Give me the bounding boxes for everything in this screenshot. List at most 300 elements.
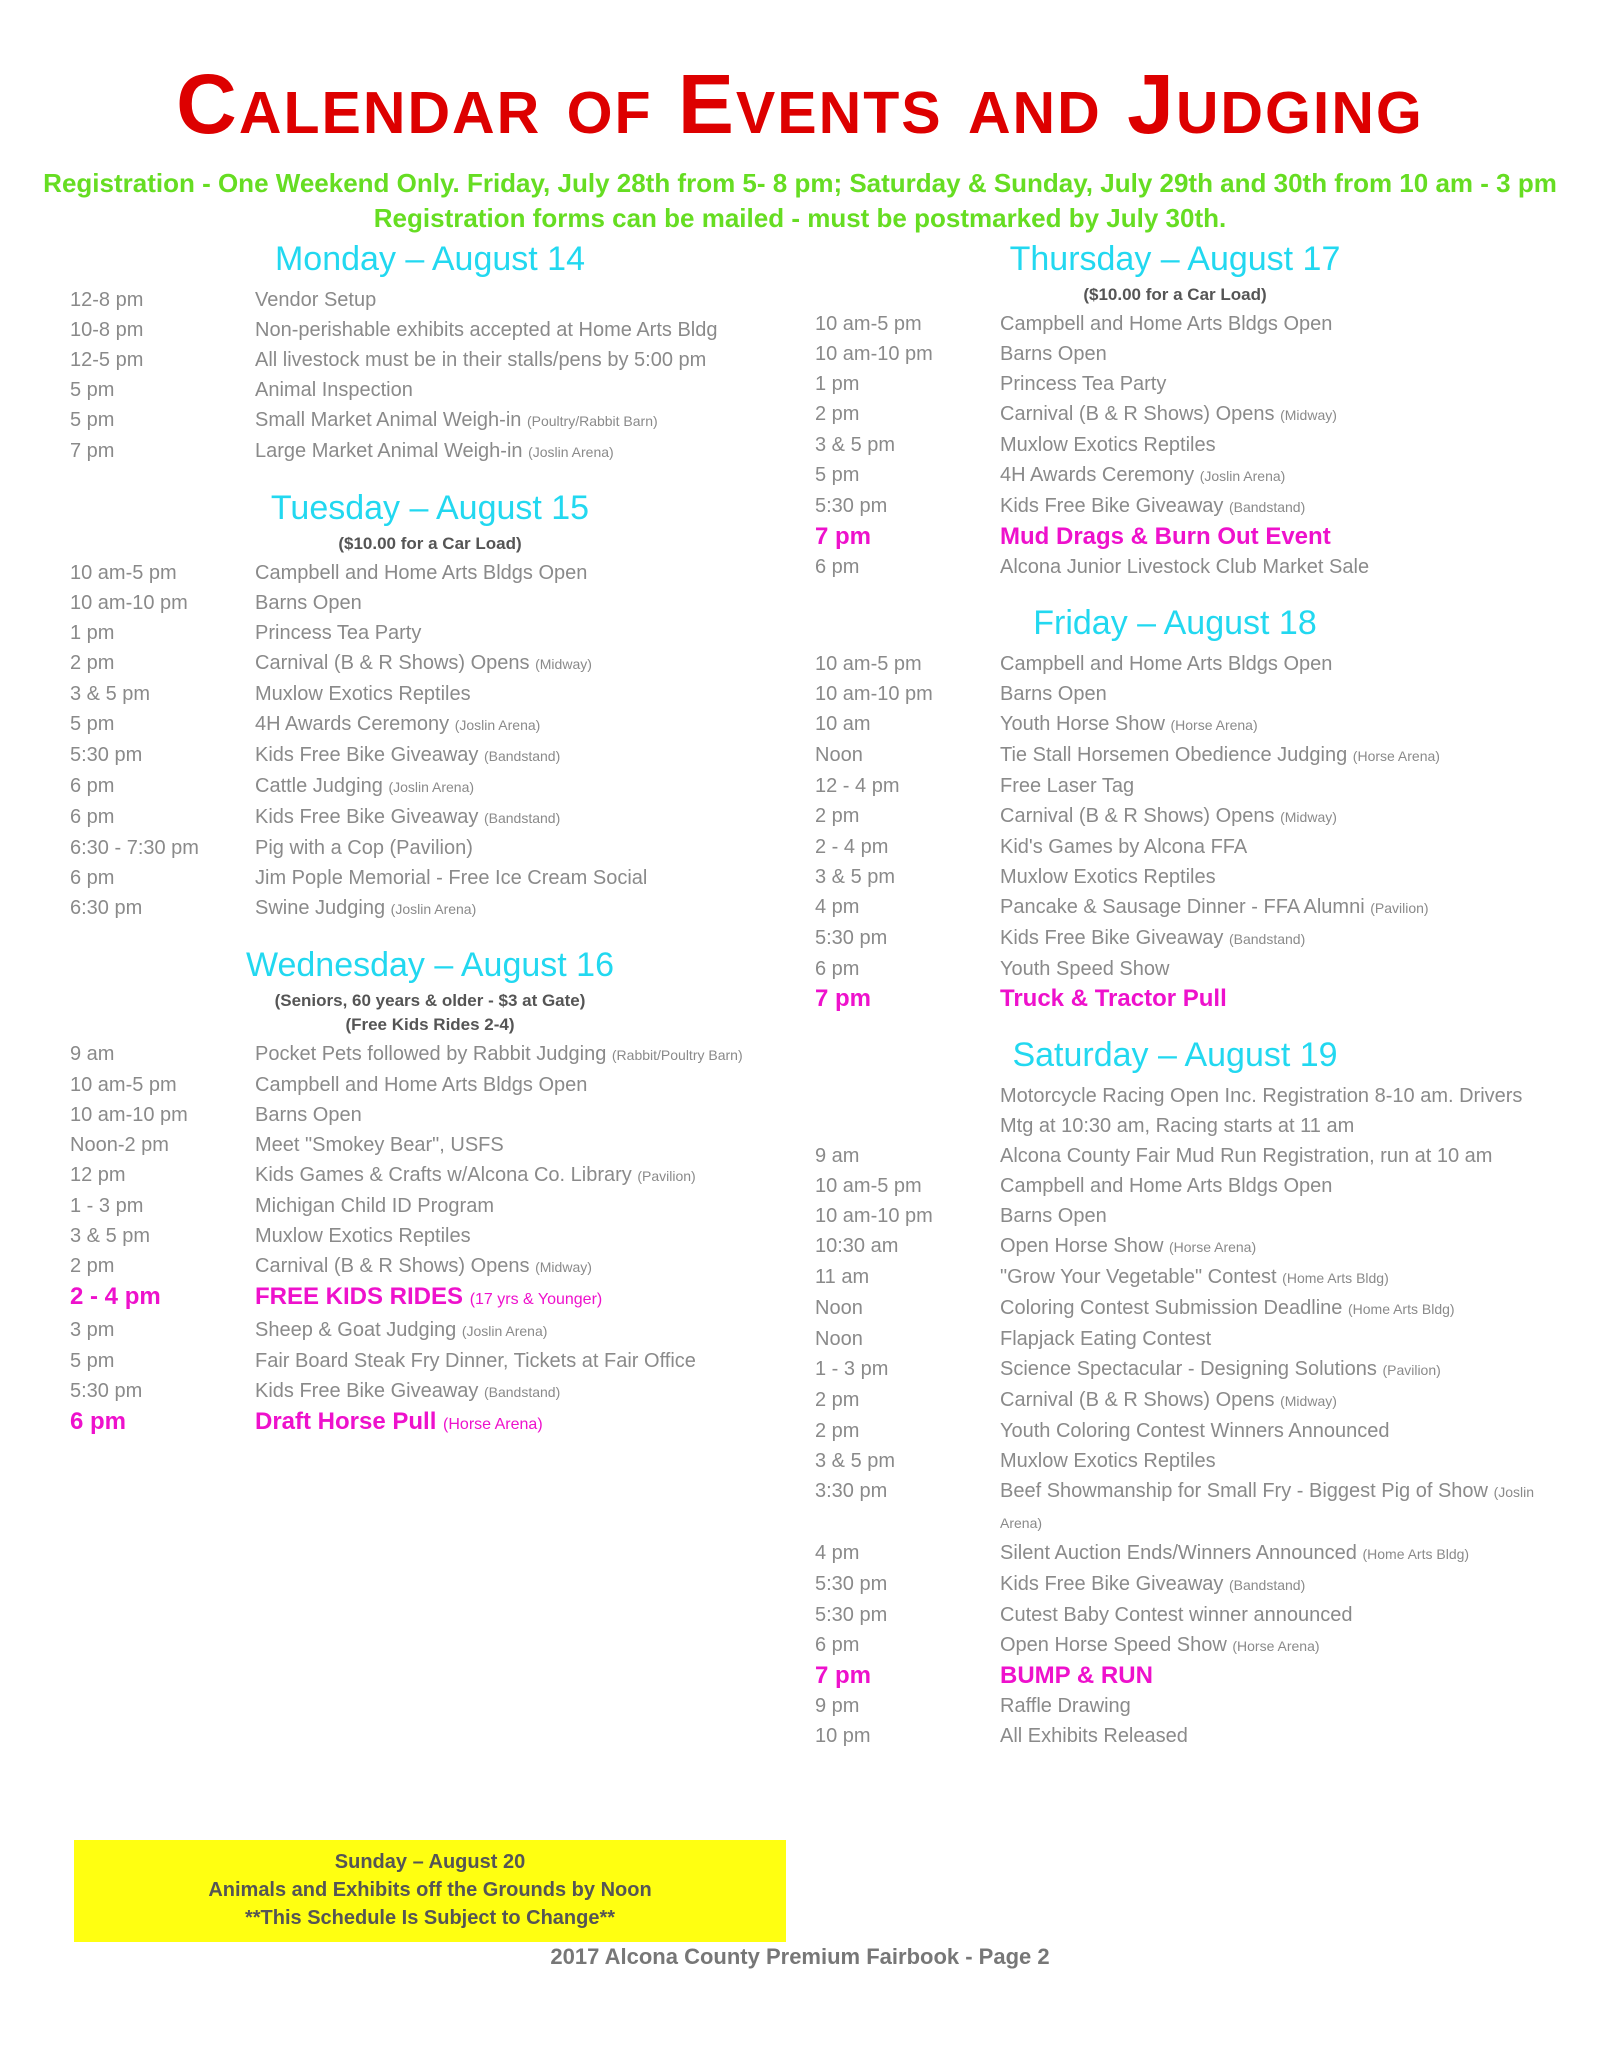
event-row <box>70 436 790 467</box>
event-row <box>815 339 1535 369</box>
registration-line-2: Registration forms can be mailed - must be postmarked by July 30th. <box>373 203 1227 233</box>
event-description <box>1000 892 1535 923</box>
event-location: (17 yrs & Younger) <box>469 1291 603 1308</box>
event-description-text: FREE KIDS RIDES <box>255 1283 464 1310</box>
event-description <box>255 1070 790 1100</box>
event-row <box>815 1171 1535 1201</box>
event-description <box>1000 1262 1535 1293</box>
event-time: Noon <box>815 744 863 766</box>
event-description <box>1000 1661 1535 1691</box>
event-row <box>815 1538 1535 1569</box>
event-row <box>70 1376 790 1407</box>
event-description <box>1000 1721 1535 1751</box>
event-time: 5:30 pm <box>815 1604 888 1626</box>
event-description <box>1000 1476 1535 1538</box>
event-time: 3 & 5 pm <box>815 434 896 456</box>
event-time: 6 pm <box>815 556 860 578</box>
event-description <box>1000 984 1535 1014</box>
page-footer: 2017 Alcona County Premium Fairbook - Page 2 <box>550 1944 1050 1969</box>
event-description <box>1000 339 1535 369</box>
event-description-text: Draft Horse Pull <box>255 1408 437 1435</box>
event-row <box>815 1600 1535 1630</box>
event-time: 12 pm <box>70 1164 126 1186</box>
event-description-text: Kids Free Bike Giveaway <box>1000 1573 1224 1595</box>
event-description-text: Alcona County Fair Mud Run Registration, run at 10 am <box>1000 1145 1493 1167</box>
event-row <box>815 1324 1535 1354</box>
event-description-text: Motorcycle Racing Open Inc. Registration 8-10 am. Drivers Mtg at 10:30 am, Racing starts at 11 am <box>1000 1085 1523 1137</box>
event-description <box>255 1160 790 1191</box>
event-time: 12-5 pm <box>70 349 144 371</box>
event-description-text: Youth Speed Show <box>1000 958 1170 980</box>
event-time: 6 pm <box>815 958 860 980</box>
event-row <box>70 863 790 893</box>
event-row <box>815 460 1535 491</box>
event-row <box>815 1262 1535 1293</box>
event-time: 6:30 - 7:30 pm <box>70 837 199 859</box>
event-time: 9 pm <box>815 1695 860 1717</box>
event-description <box>1000 771 1535 801</box>
event-description-text: Carnival (B & R Shows) Opens <box>1000 805 1275 827</box>
event-time: 10 pm <box>815 1725 871 1747</box>
event-location: (Midway) <box>1280 809 1337 825</box>
event-location: (Midway) <box>535 1259 592 1275</box>
event-row <box>815 1569 1535 1600</box>
event-location: (Horse Arena) <box>443 1416 543 1433</box>
event-time: 10 am-10 pm <box>815 1205 933 1227</box>
event-description-text: Youth Coloring Contest Winners Announced <box>1000 1420 1390 1442</box>
event-description <box>255 588 790 618</box>
event-description <box>255 1315 790 1346</box>
event-description <box>255 740 790 771</box>
event-row <box>70 1346 790 1376</box>
event-description-text: Pancake & Sausage Dinner - FFA Alumni <box>1000 896 1365 918</box>
event-time: 5 pm <box>815 464 860 486</box>
event-description-text: Carnival (B & R Shows) Opens <box>1000 403 1275 425</box>
event-row <box>815 1691 1535 1721</box>
event-time: 4 pm <box>815 896 860 918</box>
event-time: 5:30 pm <box>70 1380 143 1402</box>
event-description <box>1000 430 1535 460</box>
event-time: 6 pm <box>70 1408 127 1435</box>
event-row <box>815 771 1535 801</box>
event-description-text: Swine Judging <box>255 897 386 919</box>
event-time: 1 pm <box>70 622 115 644</box>
event-row <box>70 833 790 863</box>
event-description-text: Muxlow Exotics Reptiles <box>255 683 471 705</box>
event-row <box>70 1191 790 1221</box>
event-description <box>255 709 790 740</box>
event-description-text: All Exhibits Released <box>1000 1725 1188 1747</box>
event-description-text: Michigan Child ID Program <box>255 1195 494 1217</box>
event-row <box>815 1630 1535 1661</box>
event-time: Noon-2 pm <box>70 1134 169 1156</box>
event-description <box>1000 309 1535 339</box>
sunday-notice: Animals and Exhibits off the Grounds by Noon <box>208 1879 652 1901</box>
event-location: (Bandstand) <box>1228 1577 1306 1593</box>
event-description <box>255 558 790 588</box>
right-column <box>815 240 1535 1773</box>
event-row <box>815 399 1535 430</box>
event-description <box>255 1130 790 1160</box>
day-thursday <box>815 240 1535 582</box>
event-row <box>815 552 1535 582</box>
event-description-text: Alcona Junior Livestock Club Market Sale <box>1000 556 1370 578</box>
event-location: (Pavilion) <box>1370 900 1429 916</box>
event-time: 2 pm <box>70 1255 115 1277</box>
event-row <box>70 1251 790 1282</box>
event-row <box>70 679 790 709</box>
event-row <box>815 892 1535 923</box>
event-description <box>1000 1354 1535 1385</box>
event-location: (Poultry/Rabbit Barn) <box>526 413 658 429</box>
event-description-text: Princess Tea Party <box>1000 373 1167 395</box>
event-description-text: Flapjack Eating Contest <box>1000 1328 1212 1350</box>
event-location: (Bandstand) <box>1228 931 1306 947</box>
event-row <box>815 1476 1535 1538</box>
event-time: 5:30 pm <box>70 744 143 766</box>
day-note: ($10.00 for a Car Load) <box>1083 285 1267 304</box>
day-title: Saturday – August 19 <box>1012 1036 1338 1074</box>
sunday-title: Sunday – August 20 <box>334 1851 526 1873</box>
event-time: 2 - 4 pm <box>815 836 889 858</box>
day-title: Thursday – August 17 <box>1009 240 1341 278</box>
event-description <box>1000 740 1535 771</box>
registration-line-1: Registration - One Weekend Only. Friday, July 28th from 5- 8 pm; Saturday & Sunday, July 29th and 30th from 10 am - 3 pm <box>43 168 1557 198</box>
event-description-text: Carnival (B & R Shows) Opens <box>1000 1389 1275 1411</box>
event-time: 1 - 3 pm <box>815 1358 889 1380</box>
event-time: 6 pm <box>815 1634 860 1656</box>
event-description-text: Cutest Baby Contest winner announced <box>1000 1604 1353 1626</box>
event-description-text: Open Horse Speed Show <box>1000 1634 1227 1656</box>
event-location: (Bandstand) <box>483 810 561 826</box>
event-description-text: Carnival (B & R Shows) Opens <box>255 1255 530 1277</box>
event-description-text: Jim Pople Memorial - Free Ice Cream Social <box>255 867 648 889</box>
event-row <box>815 923 1535 954</box>
event-row-highlight <box>70 1282 790 1315</box>
day-title: Monday – August 14 <box>274 240 585 278</box>
event-description-text: Muxlow Exotics Reptiles <box>255 1225 471 1247</box>
event-row <box>815 709 1535 740</box>
event-description <box>255 1251 790 1282</box>
event-location: (Joslin Arena) <box>1000 1484 1535 1531</box>
event-description <box>1000 709 1535 740</box>
event-description-text: "Grow Your Vegetable" Contest <box>1000 1266 1277 1288</box>
event-time: 10:30 am <box>815 1235 899 1257</box>
event-description <box>1000 1081 1535 1141</box>
event-description-text: Carnival (B & R Shows) Opens <box>255 652 530 674</box>
event-time: 7 pm <box>815 1662 872 1689</box>
event-time: 10 am-5 pm <box>815 1175 922 1197</box>
event-description <box>255 375 790 405</box>
event-time: 9 am <box>815 1145 860 1167</box>
page-title: Calendar of Events and Judging <box>176 57 1424 151</box>
event-description <box>1000 1141 1535 1171</box>
day-title: Wednesday – August 16 <box>246 946 614 984</box>
event-description <box>1000 832 1535 862</box>
event-description <box>1000 954 1535 984</box>
event-description-text: Beef Showmanship for Small Fry - Biggest Pig of Show <box>1000 1480 1488 1502</box>
event-description-text: Mud Drags & Burn Out Event <box>1000 523 1331 550</box>
event-row <box>70 1100 790 1130</box>
event-row <box>815 1354 1535 1385</box>
event-time: 3:30 pm <box>815 1480 888 1502</box>
event-description <box>1000 1231 1535 1262</box>
event-description <box>1000 399 1535 430</box>
day-note: ($10.00 for a Car Load) <box>338 534 522 553</box>
event-row <box>70 709 790 740</box>
event-description <box>1000 1416 1535 1446</box>
event-row <box>70 1221 790 1251</box>
event-description-text: Muxlow Exotics Reptiles <box>1000 434 1216 456</box>
event-time <box>815 1081 1000 1141</box>
event-description <box>255 863 790 893</box>
event-location: (Horse Arena) <box>1170 717 1258 733</box>
event-description <box>1000 1324 1535 1354</box>
event-description-text: Sheep & Goat Judging <box>255 1319 457 1341</box>
left-column <box>70 240 790 1462</box>
event-description <box>255 893 790 924</box>
event-description-text: Kids Free Bike Giveaway <box>255 806 479 828</box>
event-time: 10 am-5 pm <box>815 653 922 675</box>
event-description <box>1000 679 1535 709</box>
event-description <box>255 1407 790 1440</box>
event-time: 3 & 5 pm <box>70 1225 151 1247</box>
event-description-text: Princess Tea Party <box>255 622 422 644</box>
day-saturday <box>815 1036 1535 1751</box>
event-description-text: Muxlow Exotics Reptiles <box>1000 1450 1216 1472</box>
event-time: 10 am <box>815 713 871 735</box>
event-row <box>70 345 790 375</box>
event-description-text: Large Market Animal Weigh-in <box>255 440 523 462</box>
event-description-text: Barns Open <box>1000 683 1107 705</box>
event-location: (Rabbit/Poultry Barn) <box>611 1047 743 1063</box>
event-location: (Bandstand) <box>483 1384 561 1400</box>
event-time: 2 pm <box>815 1389 860 1411</box>
event-description <box>1000 1538 1535 1569</box>
event-row <box>815 1446 1535 1476</box>
event-description-text: Campbell and Home Arts Bldgs Open <box>255 1074 588 1096</box>
event-description-text: Kids Free Bike Giveaway <box>1000 495 1224 517</box>
event-location: (Bandstand) <box>483 748 561 764</box>
event-time: 11 am <box>815 1266 870 1288</box>
event-time: 7 pm <box>815 985 872 1012</box>
event-row <box>70 375 790 405</box>
event-description-text: Campbell and Home Arts Bldgs Open <box>255 562 588 584</box>
event-location: (Horse Arena) <box>1352 748 1440 764</box>
event-description-text: Kid's Games by Alcona FFA <box>1000 836 1248 858</box>
event-row <box>70 648 790 679</box>
event-description-text: Free Laser Tag <box>1000 775 1135 797</box>
event-time: 10-8 pm <box>70 319 144 341</box>
event-description <box>255 833 790 863</box>
event-time: Noon <box>815 1297 863 1319</box>
schedule-change-notice: **This Schedule Is Subject to Change** <box>244 1907 616 1929</box>
event-description-text: Pig with a Cop (Pavilion) <box>255 837 473 859</box>
event-time: 4 pm <box>815 1542 860 1564</box>
event-row <box>70 1130 790 1160</box>
event-location: (Joslin Arena) <box>528 444 614 460</box>
day-tuesday <box>70 489 790 924</box>
event-row <box>70 618 790 648</box>
event-description-text: Campbell and Home Arts Bldgs Open <box>1000 313 1333 335</box>
event-description <box>1000 1691 1535 1721</box>
day-friday <box>815 604 1535 1014</box>
event-description-text: Kids Free Bike Giveaway <box>255 744 479 766</box>
event-description-text: Barns Open <box>255 592 362 614</box>
day-monday <box>70 240 790 467</box>
event-description-text: Vendor Setup <box>255 289 377 311</box>
event-row <box>815 862 1535 892</box>
event-description <box>1000 1293 1535 1324</box>
event-row <box>70 405 790 436</box>
event-time: 6:30 pm <box>70 897 143 919</box>
event-row <box>70 1315 790 1346</box>
event-row <box>815 1293 1535 1324</box>
event-time: 5 pm <box>70 409 115 431</box>
event-row <box>70 558 790 588</box>
event-time: Noon <box>815 1328 863 1350</box>
event-description-text: Kids Games & Crafts w/Alcona Co. Library <box>255 1164 632 1186</box>
event-description-text: Open Horse Show <box>1000 1235 1164 1257</box>
event-location: (Home Arts Bldg) <box>1347 1301 1455 1317</box>
event-description <box>255 1191 790 1221</box>
event-description <box>1000 460 1535 491</box>
event-description <box>1000 649 1535 679</box>
event-description-text: Tie Stall Horsemen Obedience Judging <box>1000 744 1348 766</box>
event-row <box>70 1160 790 1191</box>
event-row <box>70 740 790 771</box>
event-location: (Midway) <box>535 656 592 672</box>
event-description-text: Cattle Judging <box>255 775 383 797</box>
event-time: 6 pm <box>70 867 115 889</box>
day-note: (Seniors, 60 years & older - $3 at Gate) <box>274 991 586 1010</box>
event-description <box>1000 923 1535 954</box>
event-description <box>255 1282 790 1315</box>
event-time: 1 pm <box>815 373 860 395</box>
event-time: 2 pm <box>70 652 115 674</box>
event-description <box>255 345 790 375</box>
event-row-highlight <box>815 1661 1535 1691</box>
event-row <box>815 309 1535 339</box>
event-row <box>70 285 790 315</box>
event-description <box>1000 801 1535 832</box>
event-description-text: Youth Horse Show <box>1000 713 1165 735</box>
day-title: Friday – August 18 <box>1033 604 1317 642</box>
event-description-text: Coloring Contest Submission Deadline <box>1000 1297 1343 1319</box>
event-time: 3 & 5 pm <box>815 866 896 888</box>
event-time: 12-8 pm <box>70 289 144 311</box>
event-description-text: Campbell and Home Arts Bldgs Open <box>1000 1175 1333 1197</box>
event-description <box>255 1221 790 1251</box>
event-time: 5 pm <box>70 379 115 401</box>
event-time: 6 pm <box>70 775 115 797</box>
event-time: 6 pm <box>70 806 115 828</box>
event-row <box>70 802 790 833</box>
event-row <box>815 369 1535 399</box>
event-description <box>1000 1385 1535 1416</box>
event-description <box>255 618 790 648</box>
event-time: 10 am-10 pm <box>70 1104 188 1126</box>
event-row <box>815 1141 1535 1171</box>
event-description-text: Muxlow Exotics Reptiles <box>1000 866 1216 888</box>
event-row <box>815 1201 1535 1231</box>
event-time: 5:30 pm <box>815 927 888 949</box>
day-wednesday <box>70 946 790 1440</box>
event-description-text: 4H Awards Ceremony <box>1000 464 1195 486</box>
event-time: 2 pm <box>815 1420 860 1442</box>
event-description <box>1000 862 1535 892</box>
event-time: 9 am <box>70 1043 115 1065</box>
event-time: 10 am-10 pm <box>70 592 188 614</box>
event-description <box>255 285 790 315</box>
day-note: (Free Kids Rides 2-4) <box>345 1015 515 1034</box>
event-location: (Horse Arena) <box>1232 1638 1320 1654</box>
event-description <box>255 771 790 802</box>
event-description-text: 4H Awards Ceremony <box>255 713 450 735</box>
event-description <box>1000 369 1535 399</box>
event-description <box>255 1039 790 1070</box>
event-description-text: Kids Free Bike Giveaway <box>255 1380 479 1402</box>
event-description-text: Animal Inspection <box>255 379 413 401</box>
event-time: 5:30 pm <box>815 1573 888 1595</box>
event-row <box>815 1416 1535 1446</box>
event-description <box>255 1100 790 1130</box>
event-row-highlight <box>815 522 1535 552</box>
event-description <box>255 405 790 436</box>
event-description-text: Barns Open <box>255 1104 362 1126</box>
event-row <box>815 740 1535 771</box>
event-location: (Home Arts Bldg) <box>1362 1546 1470 1562</box>
event-row <box>815 430 1535 460</box>
event-location: (Joslin Arena) <box>388 779 475 795</box>
event-description <box>1000 522 1535 552</box>
event-time: 5 pm <box>70 713 115 735</box>
event-location: (Bandstand) <box>1228 499 1306 515</box>
event-description <box>255 679 790 709</box>
event-row <box>815 1721 1535 1751</box>
event-row <box>815 679 1535 709</box>
event-location: (Joslin Arena) <box>390 901 477 917</box>
event-time: 5 pm <box>70 1350 115 1372</box>
event-row <box>815 801 1535 832</box>
event-time: 3 pm <box>70 1319 115 1341</box>
event-description-text: Truck & Tractor Pull <box>1000 985 1227 1012</box>
event-location: (Midway) <box>1280 407 1337 423</box>
event-description-text: Campbell and Home Arts Bldgs Open <box>1000 653 1333 675</box>
event-description-text: Pocket Pets followed by Rabbit Judging <box>255 1043 607 1065</box>
event-time: 10 am-10 pm <box>815 683 933 705</box>
event-row <box>815 832 1535 862</box>
event-description <box>255 315 790 345</box>
event-row <box>70 588 790 618</box>
event-description-text: Science Spectacular - Designing Solutions <box>1000 1358 1377 1380</box>
event-description <box>1000 491 1535 522</box>
event-row <box>815 491 1535 522</box>
event-description-text: Meet "Smokey Bear", USFS <box>255 1134 504 1156</box>
event-row <box>815 649 1535 679</box>
event-row <box>70 1070 790 1100</box>
event-location: (Midway) <box>1280 1393 1337 1409</box>
event-time: 10 am-10 pm <box>815 343 933 365</box>
day-title: Tuesday – August 15 <box>270 489 590 527</box>
event-row-highlight <box>70 1407 790 1440</box>
event-time: 7 pm <box>70 440 115 462</box>
event-description-text: All livestock must be in their stalls/pens by 5:00 pm <box>255 349 707 371</box>
event-description <box>1000 1600 1535 1630</box>
event-time: 5:30 pm <box>815 495 888 517</box>
event-location: (Joslin Arena) <box>1199 468 1286 484</box>
event-row <box>815 1385 1535 1416</box>
